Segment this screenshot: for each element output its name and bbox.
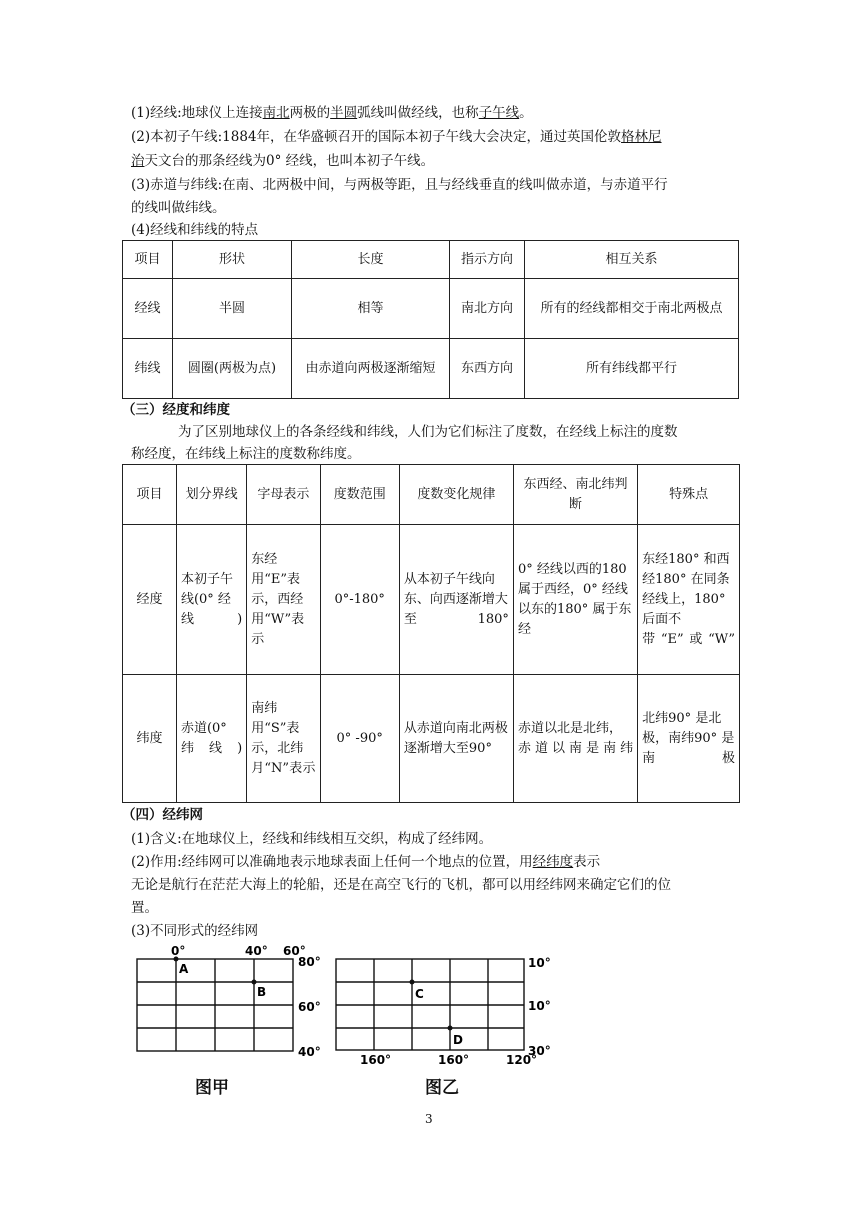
- caption-jia: 图甲: [195, 1078, 229, 1098]
- table-header-cell: 指示方向: [450, 241, 525, 279]
- table-header-cell: 项目: [123, 241, 173, 279]
- para-prime-meridian-2: 治天文台的那条经线为0° 经线，也叫本初子午线。: [131, 153, 435, 169]
- figure-jia: [125, 942, 330, 1062]
- section-heading: （四）经纬网: [122, 807, 203, 823]
- table-header-row: [123, 465, 740, 525]
- table-cell: 北纬90° 是北极，南纬90° 是南极: [638, 675, 740, 803]
- table-cell: 从赤道向南北两极逐渐增大至90°: [399, 675, 513, 803]
- table-cell: 从本初子午线向东、向西逐渐增大至180°: [399, 525, 513, 675]
- para-meridian: (1)经线:地球仪上连接南北两极的半圆弧线叫做经线，也称子午线。: [131, 105, 533, 121]
- right-label: 80°: [298, 955, 321, 969]
- para-prime-meridian-1: (2)本初子午线:1884年，在华盛顿召开的国际本初子午线大会决定，通过英国伦敦格林尼: [131, 129, 662, 145]
- table-cell: 赤道(0° 纬线): [176, 675, 246, 803]
- table-header-cell: 长度: [292, 241, 450, 279]
- right-label: 10°: [528, 999, 551, 1013]
- right-label: 40°: [298, 1045, 321, 1059]
- table-cell: 纬线: [123, 339, 173, 399]
- top-label: 60°: [283, 944, 306, 958]
- table-cell: 圆圈(两极为点): [173, 339, 292, 399]
- para-graticule-example-2: 置。: [131, 900, 158, 916]
- table-cell: 东经用“E”表示，西经用“W”表示: [247, 525, 320, 675]
- para-graticule-use: (2)作用:经纬网可以准确地表示地球表面上任何一个地点的位置，用经纬度表示: [131, 854, 601, 870]
- table-row: [123, 525, 740, 675]
- para-equator-1: (3)赤道与纬线:在南、北两极中间，与两极等距，且与经线垂直的线叫做赤道，与赤道平行: [131, 177, 668, 193]
- table-cell: 经线: [123, 279, 173, 339]
- right-label: 30°: [528, 1044, 551, 1058]
- table-header-cell: 字母表示: [247, 465, 320, 525]
- table-cell: 东经180° 和西经180° 在同条经线上，180° 后面不带“E”或“W”: [638, 525, 740, 675]
- table-cell: 0° -90°: [320, 675, 399, 803]
- table-cell: 本初子午线(0° 经线): [176, 525, 246, 675]
- page-number: 3: [425, 1112, 433, 1126]
- table-cell: 南北方向: [450, 279, 525, 339]
- point-d: [448, 1026, 453, 1031]
- table-header-cell: 特殊点: [638, 465, 740, 525]
- point-label: B: [257, 985, 267, 999]
- para-graticule-example-1: 无论是航行在茫茫大海上的轮船，还是在高空飞行的飞机，都可以用经纬网来确定它们的位: [131, 877, 671, 893]
- point-c: [410, 980, 415, 985]
- table-cell: 0°-180°: [320, 525, 399, 675]
- table-header-cell: 度数变化规律: [399, 465, 513, 525]
- para-graticule-forms: (3)不同形式的经纬网: [131, 923, 259, 939]
- longitude-latitude-table: [122, 464, 740, 803]
- table-cell: 相等: [292, 279, 450, 339]
- caption-yi: 图乙: [425, 1078, 459, 1098]
- table-header-cell: 度数范围: [320, 465, 399, 525]
- section-heading: （三）经度和纬度: [122, 402, 230, 418]
- point-b: [252, 980, 257, 985]
- table-row: [123, 339, 739, 399]
- table-cell: 纬度: [123, 675, 177, 803]
- table-cell: 由赤道向两极逐渐缩短: [292, 339, 450, 399]
- table-header-cell: 相互关系: [525, 241, 739, 279]
- table-cell: 0° 经线以西的180属于西经，0° 经线以东的180° 属于东经: [513, 525, 637, 675]
- point-label: A: [179, 962, 189, 976]
- table-cell: 赤道以北是北纬，赤道以南是南纬: [513, 675, 637, 803]
- bottom-label: 120°: [506, 1053, 538, 1067]
- point-label: C: [415, 987, 424, 1001]
- table-header-cell: 项目: [123, 465, 177, 525]
- table-header-cell: 东西经、南北纬判断: [513, 465, 637, 525]
- table-cell: 东西方向: [450, 339, 525, 399]
- table-cell: 所有的经线都相交于南北两极点: [525, 279, 739, 339]
- table-cell: 南纬用“S”表示，北纬月“N”表示: [247, 675, 320, 803]
- top-label: 0°: [171, 944, 186, 958]
- table-header-cell: 划分界线: [176, 465, 246, 525]
- table-cell: 所有纬线都平行: [525, 339, 739, 399]
- table-row: [123, 675, 740, 803]
- meridian-parallel-table: [122, 240, 739, 399]
- figure-yi: [330, 952, 560, 1072]
- para-graticule-meaning: (1)含义:在地球仪上，经线和纬线相互交织，构成了经纬网。: [131, 831, 493, 847]
- table-header-cell: 形状: [173, 241, 292, 279]
- para-features-title: (4)经线和纬线的特点: [131, 222, 259, 238]
- table-row: [123, 279, 739, 339]
- table-cell: 经度: [123, 525, 177, 675]
- bottom-label: 160°: [360, 1053, 392, 1067]
- para-degrees-1: 为了区别地球仪上的各条经线和纬线，人们为它们标注了度数，在经线上标注的度数: [178, 424, 678, 440]
- para-degrees-2: 称经度，在纬线上标注的度数称纬度。: [131, 446, 361, 462]
- para-equator-2: 的线叫做纬线。: [131, 200, 226, 216]
- top-label: 40°: [245, 944, 268, 958]
- table-header-row: [123, 241, 739, 279]
- graticule-grid-yi: [330, 952, 560, 1072]
- right-label: 10°: [528, 956, 551, 970]
- graticule-grid-jia: [125, 942, 330, 1062]
- bottom-label: 160°: [438, 1053, 470, 1067]
- right-label: 60°: [298, 1000, 321, 1014]
- table-cell: 半圆: [173, 279, 292, 339]
- point-label: D: [453, 1033, 463, 1047]
